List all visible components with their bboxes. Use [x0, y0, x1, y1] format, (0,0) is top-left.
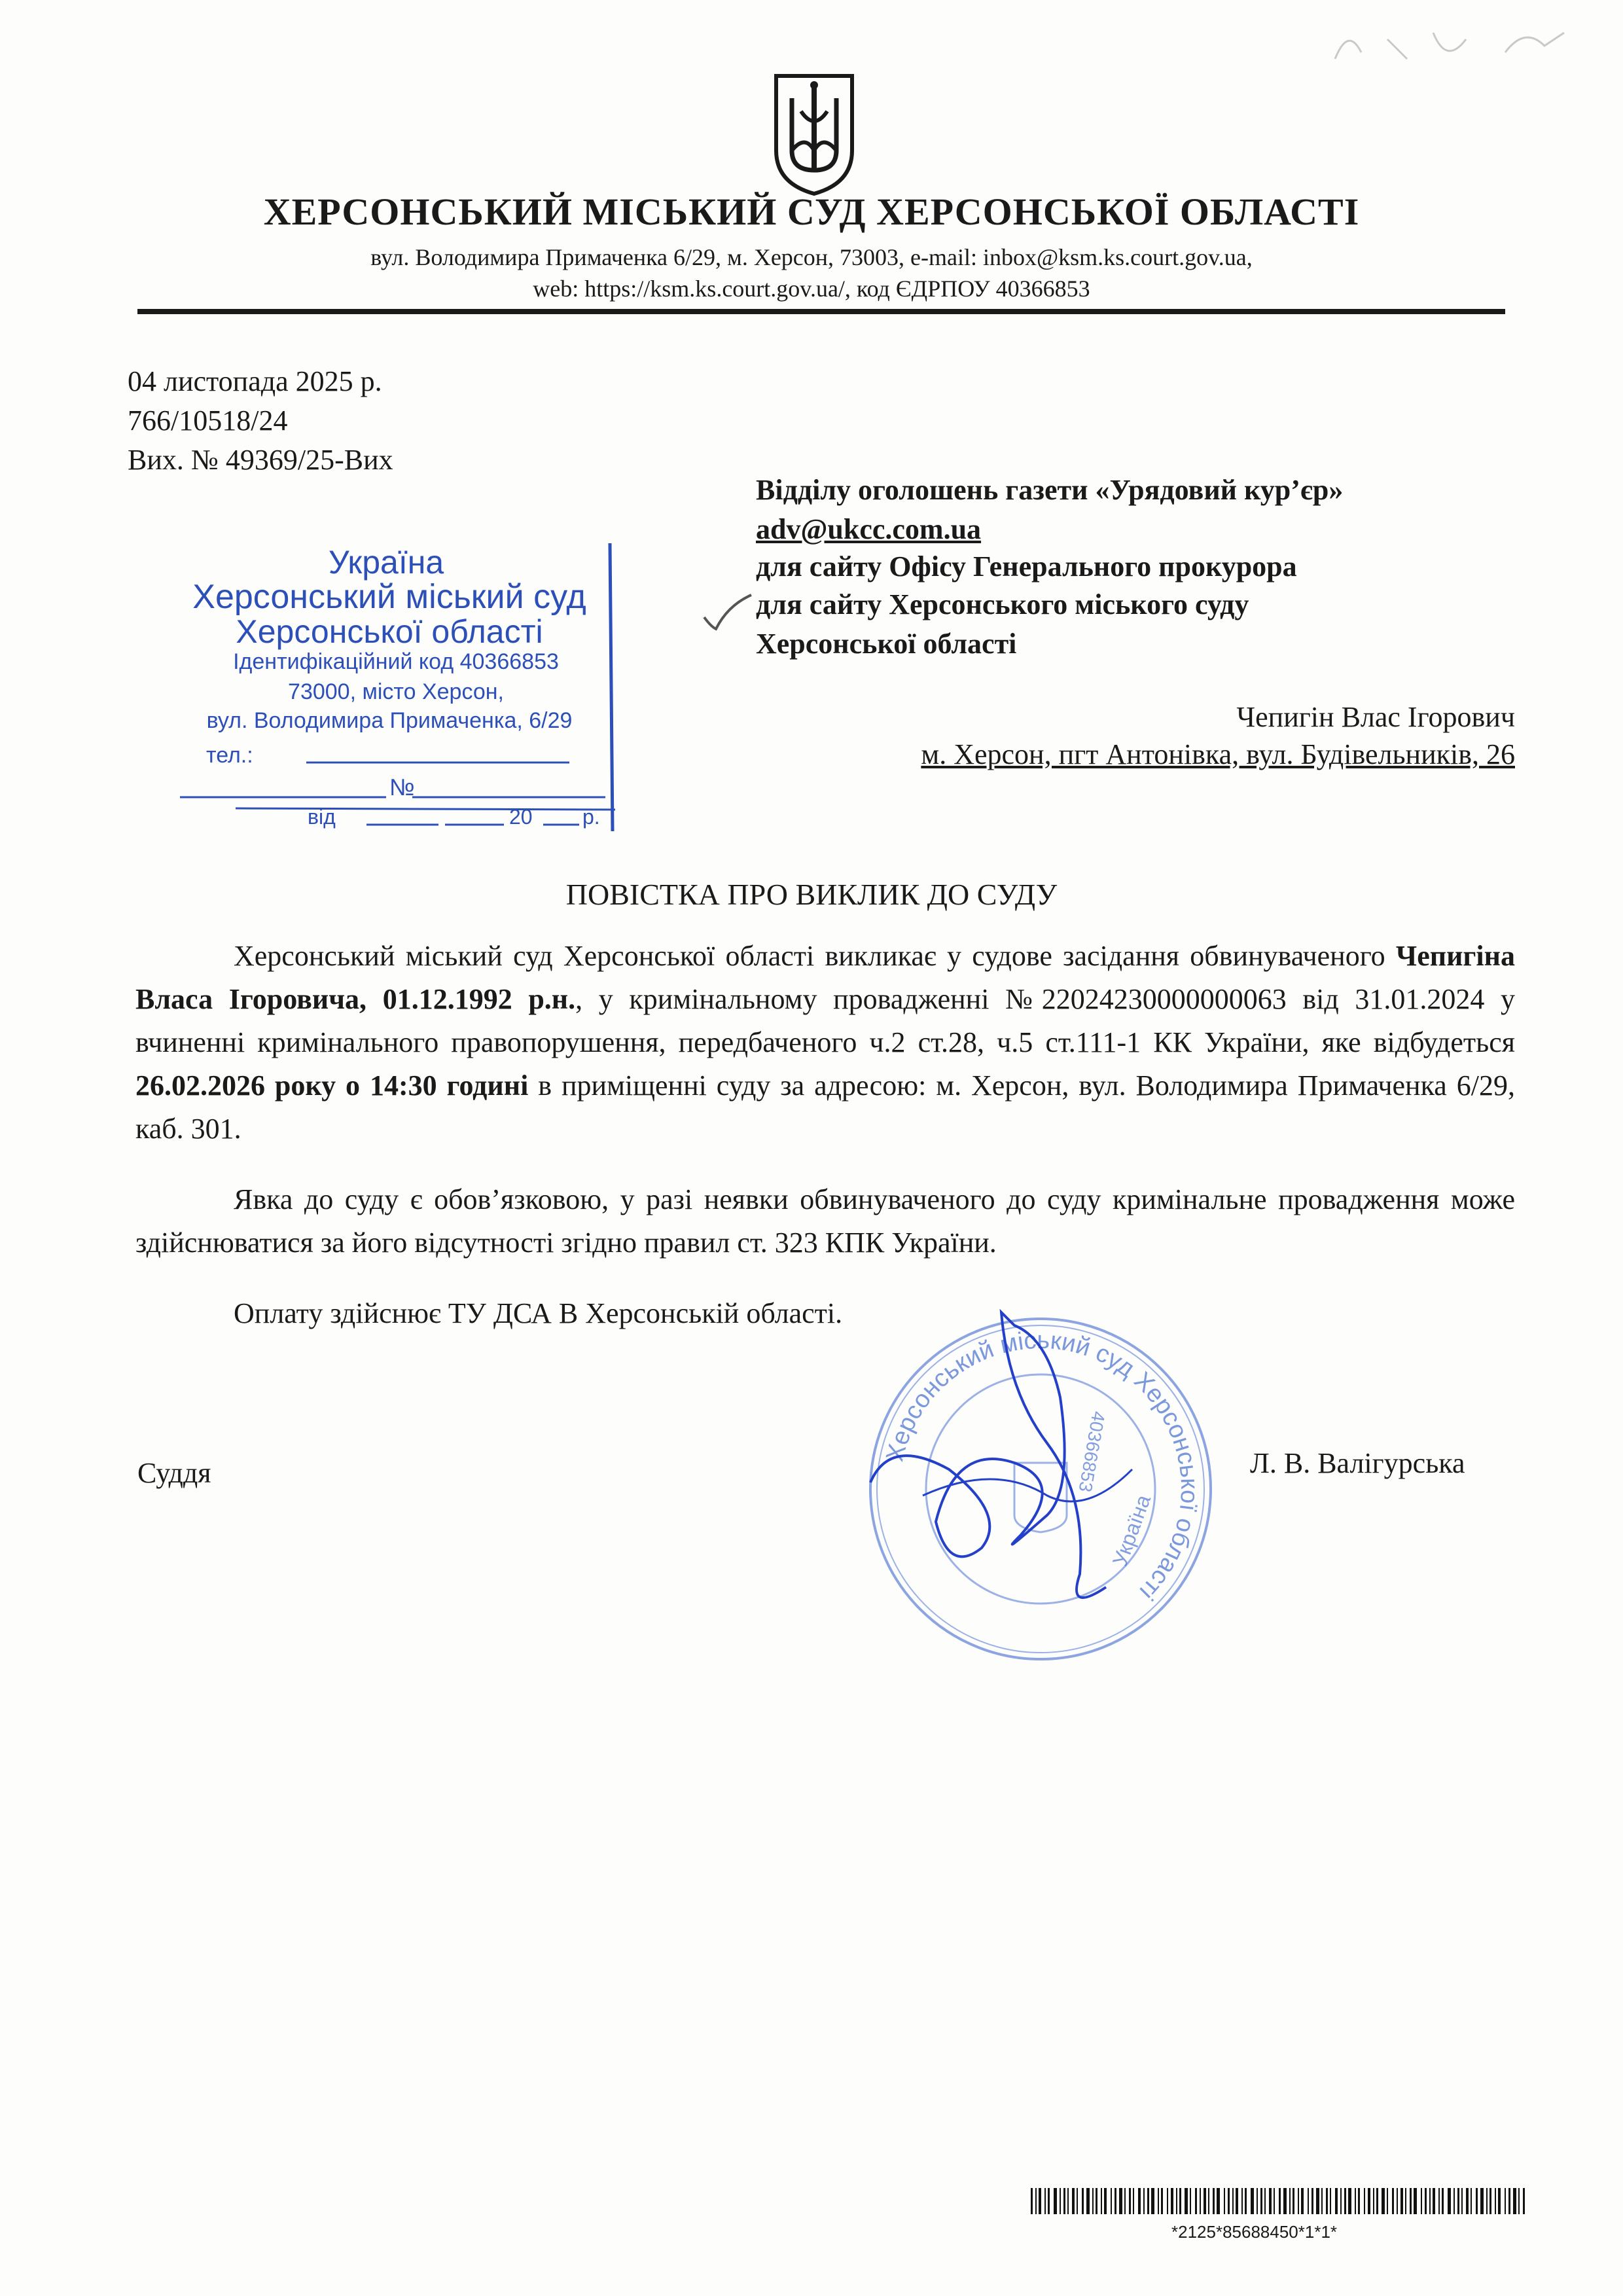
barcode-bar — [1283, 2188, 1287, 2214]
barcode-bar — [1400, 2188, 1403, 2214]
judge-title: Суддя — [137, 1457, 211, 1489]
barcode-bar — [1190, 2188, 1191, 2214]
barcode — [1031, 2188, 1528, 2214]
court-seal — [851, 1299, 1230, 1679]
recipient-prosecutor: для сайту Офісу Генерального прокурора — [756, 550, 1297, 583]
barcode-bar — [1213, 2188, 1215, 2214]
barcode-bar — [1505, 2188, 1506, 2214]
barcode-bar — [1518, 2188, 1520, 2214]
court-address: вул. Володимира Примаченка 6/29, м. Херсон, 73003, e-mail: inbox@ksm.ks.court.gov.ua, — [370, 244, 1253, 270]
barcode-bar — [1274, 2188, 1275, 2214]
barcode-bar — [1293, 2188, 1294, 2214]
barcode-bar — [1279, 2188, 1281, 2214]
barcode-bar — [1044, 2188, 1046, 2214]
recipient-region: Херсонської області — [756, 628, 1017, 660]
barcode-bar — [1442, 2188, 1444, 2214]
barcode-bar — [1410, 2188, 1412, 2214]
barcode-bar — [1257, 2188, 1258, 2214]
barcode-bar — [1433, 2188, 1435, 2214]
stamp-city: 73000, місто Херсон, — [288, 679, 504, 704]
barcode-bar — [1355, 2188, 1356, 2214]
barcode-bar — [1448, 2188, 1451, 2214]
barcode-bar — [1236, 2188, 1238, 2214]
stamp-number-label: № — [389, 774, 415, 800]
barcode-bar — [1498, 2188, 1501, 2214]
barcode-bar — [1308, 2188, 1309, 2214]
barcode-bar — [1289, 2188, 1291, 2214]
barcode-bar — [1119, 2188, 1122, 2214]
recipient-court-site: для сайту Херсонського міського суду — [756, 588, 1249, 620]
barcode-bar — [1457, 2188, 1459, 2214]
summons-body — [135, 935, 1515, 1363]
court-name: ХЕРСОНСЬКИЙ МІСЬКИЙ СУД ХЕРСОНСЬКОЇ ОБЛАСТІ — [263, 190, 1360, 233]
barcode-bar — [1382, 2188, 1385, 2214]
stamp-code: Ідентифікаційний код 40366853 — [233, 649, 559, 674]
barcode-bar — [1311, 2188, 1313, 2214]
barcode-bar — [1115, 2188, 1116, 2214]
barcode-bar — [1167, 2188, 1168, 2214]
stamp-street: вул. Володимира Примаченка, 6/29 — [206, 708, 573, 733]
barcode-bar — [1387, 2188, 1388, 2214]
stamp-region: Херсонської області — [236, 613, 543, 650]
stamp-year-label: 20 — [509, 805, 533, 829]
barcode-bar — [1480, 2188, 1484, 2214]
barcode-bar — [1301, 2188, 1304, 2214]
barcode-bar — [1340, 2188, 1342, 2214]
barcode-bar — [1344, 2188, 1346, 2214]
barcode-bar — [1039, 2188, 1041, 2214]
barcode-bar — [1060, 2188, 1061, 2214]
stamp-phone-label: тел.: — [206, 743, 253, 768]
header-divider — [137, 309, 1505, 314]
barcode-bar — [1330, 2188, 1331, 2214]
barcode-bar — [1200, 2188, 1201, 2214]
summons-title: ПОВІСТКА ПРО ВИКЛИК ДО СУДУ — [565, 878, 1058, 911]
barcode-bar — [1392, 2188, 1394, 2214]
barcode-bar — [1138, 2188, 1141, 2214]
barcode-bar — [1179, 2188, 1181, 2214]
barcode-bar — [1054, 2188, 1057, 2214]
barcode-bar — [1101, 2188, 1102, 2214]
barcode-bar — [1063, 2188, 1065, 2214]
barcode-bar — [1031, 2188, 1033, 2214]
barcode-bar — [1143, 2188, 1145, 2214]
barcode-bar — [1245, 2188, 1247, 2214]
case-number: 766/10518/24 — [128, 404, 288, 437]
stamp-year-suffix: р. — [582, 805, 600, 829]
barcode-bar — [1523, 2188, 1525, 2214]
barcode-bar — [1429, 2188, 1431, 2214]
stamp-date-label: від — [308, 805, 336, 829]
barcode-bar — [1217, 2188, 1220, 2214]
barcode-bar — [1495, 2188, 1496, 2214]
barcode-bar — [1476, 2188, 1478, 2214]
registration-stamp — [164, 537, 622, 838]
check-mark-icon — [702, 592, 754, 632]
barcode-bar — [1466, 2188, 1469, 2214]
coat-of-arms-icon — [772, 72, 856, 196]
barcode-bar — [1373, 2188, 1374, 2214]
barcode-bar — [1414, 2188, 1417, 2214]
barcode-bar — [1096, 2188, 1097, 2214]
pencil-marks — [1309, 13, 1584, 72]
barcode-bar — [1195, 2188, 1197, 2214]
barcode-bar — [1077, 2188, 1078, 2214]
barcode-bar — [1486, 2188, 1488, 2214]
recipient-newspaper: Відділу оголошень газети «Урядовий кур’єр» — [756, 474, 1344, 506]
barcode-bar — [1147, 2188, 1149, 2214]
barcode-bar — [1264, 2188, 1266, 2214]
recipient-person-name: Чепигін Влас Ігорович — [1236, 701, 1515, 733]
barcode-bar — [1508, 2188, 1510, 2214]
summons-paragraph-3: Оплату здійснює ТУ ДСА В Херсонській області. — [234, 1297, 843, 1329]
barcode-bar — [1228, 2188, 1230, 2214]
barcode-bar — [1326, 2188, 1328, 2214]
barcode-text: *2125*85688450*1*1* — [1171, 2222, 1338, 2242]
barcode-bar — [1298, 2188, 1299, 2214]
barcode-bar — [1072, 2188, 1075, 2214]
barcode-bar — [1204, 2188, 1206, 2214]
barcode-bar — [1425, 2188, 1427, 2214]
barcode-bar — [1151, 2188, 1154, 2214]
stamp-court: Херсонський міський суд — [192, 578, 586, 616]
outgoing-number: Вих. № 49369/25-Вих — [128, 444, 393, 476]
hearing-datetime: 26.02.2026 року о 14:30 годині — [135, 1069, 529, 1102]
barcode-bar — [1489, 2188, 1491, 2214]
barcode-bar — [1035, 2188, 1037, 2214]
barcode-bar — [1251, 2188, 1254, 2214]
barcode-bar — [1454, 2188, 1455, 2214]
barcode-bar — [1241, 2188, 1243, 2214]
summons-paragraph-2: Явка до суду є обов’язковою, у разі неявки обвинуваченого до суду кримінальне провадження може здійснюватися за його відсутності згідно правил ст. 323 КПК України. — [135, 1183, 1515, 1259]
recipient-person-address: м. Херсон, пгт Антонівка, вул. Будівельників, 26 — [921, 738, 1515, 770]
barcode-bar — [1185, 2188, 1188, 2214]
barcode-bar — [1438, 2188, 1440, 2214]
barcode-bar — [1067, 2188, 1069, 2214]
barcode-bar — [1269, 2188, 1272, 2214]
barcode-bar — [1397, 2188, 1398, 2214]
barcode-bar — [1171, 2188, 1173, 2214]
recipient-email: adv@ukcc.com.ua — [756, 513, 982, 545]
barcode-bar — [1232, 2188, 1234, 2214]
barcode-bar — [1124, 2188, 1126, 2214]
barcode-bar — [1129, 2188, 1131, 2214]
barcode-bar — [1086, 2188, 1090, 2214]
barcode-bar — [1158, 2188, 1159, 2214]
seal-ring-text: Херсонський міський суд Херсонської області — [881, 1326, 1204, 1605]
barcode-bar — [1111, 2188, 1112, 2214]
barcode-bar — [1335, 2188, 1338, 2214]
barcode-bar — [1133, 2188, 1134, 2214]
defendant-name: Чепигіна Власа Ігоровича, 01.12.1992 р.н. — [135, 940, 1515, 1015]
barcode-bar — [1316, 2188, 1319, 2214]
barcode-bar — [1176, 2188, 1177, 2214]
seal-code: 40366853 — [1075, 1409, 1109, 1494]
barcode-bar — [1161, 2188, 1163, 2214]
barcode-bar — [1421, 2188, 1422, 2214]
barcode-bar — [1092, 2188, 1094, 2214]
document-date: 04 листопада 2025 р. — [128, 365, 382, 397]
barcode-bar — [1348, 2188, 1351, 2214]
stamp-country: Україна — [328, 544, 444, 581]
barcode-bar — [1368, 2188, 1370, 2214]
judge-name: Л. В. Валігурська — [1250, 1447, 1465, 1479]
summons-paragraph-1: Херсонський міський суд Херсонської області викликає у судове засідання обвинуваченого Чепигіна Власа Ігоровича, 01.12.1992 р.н., у кримінальному провадженні №22024230000000063 від 31.01.2024 у вчиненні кримінального правопорушення, передбаченого ч.2 ст.28, ч.5 ст.111-1 КК України, яке відбудеться 26.02.2026 року о 14:30 годині в приміщенні суду за адресою: м. Херсон, вул. Володимира Примаченка 6/29, каб. 301. — [135, 940, 1515, 1145]
barcode-bar — [1461, 2188, 1463, 2214]
barcode-bar — [1376, 2188, 1378, 2214]
barcode-bar — [1104, 2188, 1107, 2214]
court-web-code: web: https://ksm.ks.court.gov.ua/, код ЄДРПОУ 40366853 — [533, 276, 1090, 302]
barcode-bar — [1405, 2188, 1406, 2214]
barcode-bar — [1224, 2188, 1225, 2214]
barcode-bar — [1513, 2188, 1516, 2214]
barcode-bar — [1082, 2188, 1084, 2214]
seal-country: Україна — [1107, 1492, 1156, 1570]
barcode-bar — [1208, 2188, 1209, 2214]
barcode-bar — [1358, 2188, 1360, 2214]
barcode-bar — [1048, 2188, 1050, 2214]
barcode-bar — [1364, 2188, 1365, 2214]
barcode-bar — [1321, 2188, 1323, 2214]
barcode-bar — [1260, 2188, 1262, 2214]
barcode-bar — [1471, 2188, 1472, 2214]
